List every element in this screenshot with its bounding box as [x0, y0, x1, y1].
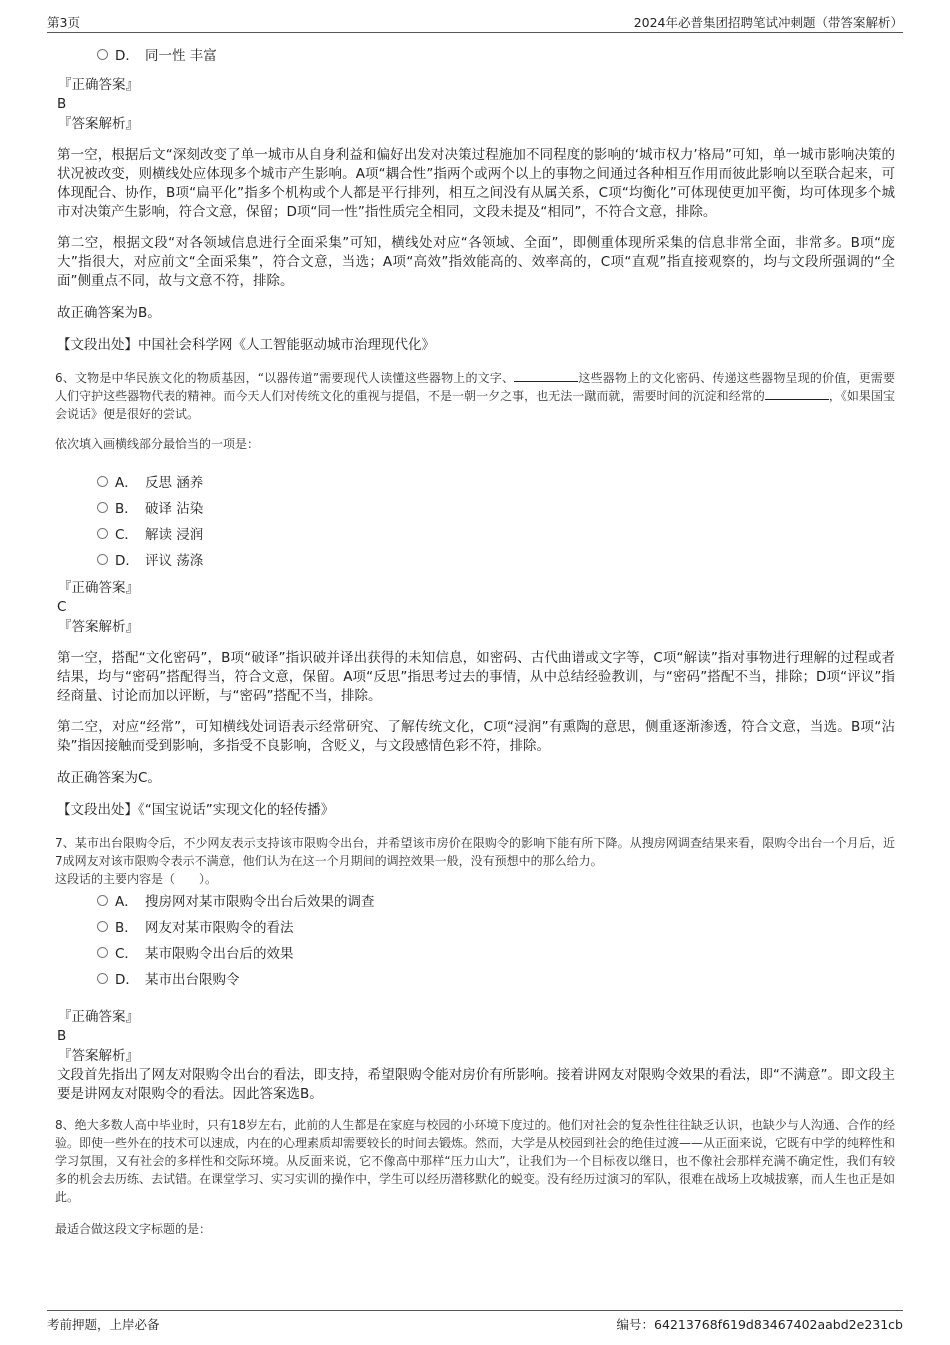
q6-answer: C [57, 599, 67, 615]
q6-analysis-p2: 第二空，对应“经常”，可知横线处词语表示经常研究、了解传统文化，C项“浸润”有熏陶的意思，侧重逐渐渗透，符合文意，当选。B项“沾染”指因接触而受到影响，多指受不良影响，含贬义，与文段感情色彩不符，排除。 [57, 719, 895, 754]
document-body [55, 44, 895, 1238]
q5-correct-tag: 『正确答案』 [58, 77, 139, 93]
radio-icon[interactable] [97, 973, 108, 984]
q6-blank-2 [765, 387, 829, 400]
q8-prompt: 最适合做这段文字标题的是： [55, 1222, 212, 1236]
q7-correct-tag: 『正确答案』 [58, 1009, 139, 1025]
q6-analysis-p3: 故正确答案为C。 [57, 770, 161, 786]
radio-icon[interactable] [97, 947, 108, 958]
q6-option-c[interactable]: C． 解读 浸润 [55, 523, 895, 549]
q7-options [55, 890, 895, 994]
page-header [47, 12, 903, 33]
q7-answer: B [57, 1028, 67, 1044]
q7-analysis-tag: 『答案解析』 [58, 1048, 139, 1064]
document-title: 2024年必普集团招聘笔试冲刺题（带答案解析） [633, 15, 903, 30]
q5-option-d[interactable]: D． 同一性 丰富 [55, 44, 895, 70]
q6-source: 【文段出处】《“国宝说话”实现文化的轻传播》 [57, 802, 335, 818]
q7-stem: 7、某市出台限购令后，不少网友表示支持该市限购令出台，并希望该市房价在限购令的影响下能有所下降。从搜房网调查结果来看，限购令出台一个月后，近7成网友对该市限购令表示不满意，他们认为在这一个月期间的调控效果一般，没有预想中的那么给力。 [55, 836, 895, 868]
q7-prompt: 这段话的主要内容是（ ）。 [55, 872, 218, 886]
radio-icon[interactable] [97, 502, 108, 513]
q6-options [55, 471, 895, 575]
q7-option-d[interactable]: D． 某市出台限购令 [55, 968, 895, 994]
footer-slogan: 考前押题，上岸必备 [47, 1317, 160, 1332]
q5-analysis-p3: 故正确答案为B。 [57, 305, 161, 321]
q5-analysis-p2: 第二空，根据文段“对各领域信息进行全面采集”可知，横线处对应“各领域、全面”，即侧重体现所采集的信息非常全面，非常多。B项“庞大”指很大，对应前文“全面采集”，符合文意，当选；A项“高效”指效能高的、效率高的，C项“直观”指直接观察的，均与文段所强调的“全面”侧重点不同，故与文意不符，排除。 [57, 235, 895, 289]
radio-icon[interactable] [97, 476, 108, 487]
q7-option-b[interactable]: B． 网友对某市限购令的看法 [55, 916, 895, 942]
radio-icon[interactable] [97, 528, 108, 539]
q6-option-d[interactable]: D． 评议 荡涤 [55, 549, 895, 575]
q6-prompt: 依次填入画横线部分最恰当的一项是： [55, 437, 260, 451]
q5-source: 【文段出处】中国社会科学网《人工智能驱动城市治理现代化》 [57, 337, 435, 353]
q6-option-a[interactable]: A． 反思 涵养 [55, 471, 895, 497]
radio-icon[interactable] [97, 49, 108, 60]
q8-stem: 8、绝大多数人高中毕业时，只有18岁左右，此前的人生都是在家庭与校园的小环境下度过的。他们对社会的复杂性往往缺乏认识，也缺少与人沟通、合作的经验。即使一些外在的技术可以速成，内在的心理素质却需要较长的时间去锻炼。然而，大学是从校园到社会的绝佳过渡——从正面来说，它既有中学的纯粹性和学习氛围，又有社会的多样性和交际环境。从反面来说，它不像高中那样“压力山大”，让我们为一个目标夜以继日，也不像社会那样充满不确定性，我们有较多的机会去历练、去试错。在课堂学习、实习实训的操作中，学生可以经历潜移默化的蜕变。没有经历过演习的军队，很难在战场上攻城拔寨，而人生也正是如此。 [55, 1118, 896, 1204]
q6-correct-tag: 『正确答案』 [58, 580, 139, 596]
q5-analysis-tag: 『答案解析』 [58, 116, 139, 132]
q5-answer: B [57, 96, 67, 112]
q6-analysis-p1: 第一空，搭配“文化密码”，B项“破译”指识破并译出获得的未知信息，如密码、古代曲谱或文字等，C项“解读”指对事物进行理解的过程或者结果，均与“密码”搭配得当，符合文意，保留。A项“反思”指思考过去的事情，从中总结经验教训，与“密码”搭配不当，排除；D项“评议”指经商量、讨论而加以评断，与“密码”搭配不当，排除。 [57, 650, 895, 704]
q5-analysis-p1: 第一空，根据后文“深刻改变了单一城市从自身利益和偏好出发对决策过程施加不同程度的影响的‘城市权力’格局”可知，单一城市影响决策的状况被改变，则横线处应体现多个城市产生影响。A项“耦合性”指两个或两个以上的事物之间通过各种相互作用而彼此影响以至联合起来，可体现配合、协作，B项“扁平化”指多个机构或个人都是平行排列，相互之间没有从属关系，C项“均衡化”可体现使更加平衡，均可体现多个城市对决策产生影响，符合文意，保留；D项“同一性”指性质完全相同，文段未提及“相同”，不符合文意，排除。 [57, 147, 895, 220]
document-id: 编号：64213768f619d83467402aabd2e231cb [616, 1317, 903, 1332]
radio-icon[interactable] [97, 554, 108, 565]
q7-analysis-p1: 文段首先指出了网友对限购令出台的看法，即支持，希望限购令能对房价有所影响。接着讲网友对限购令效果的看法，即“不满意”。即文段主要是讲网友对限购令的看法。因此答案选B。 [57, 1067, 895, 1102]
q7-option-c[interactable]: C． 某市限购令出台后的效果 [55, 942, 895, 968]
q6-analysis-tag: 『答案解析』 [58, 619, 139, 635]
radio-icon[interactable] [97, 895, 108, 906]
page-footer [47, 1310, 903, 1331]
radio-icon[interactable] [97, 921, 108, 932]
q7-option-a[interactable]: A． 搜房网对某市限购令出台后效果的调查 [55, 890, 895, 916]
page-number: 第3页 [47, 15, 80, 30]
q6-blank-1 [514, 369, 578, 382]
q6-option-b[interactable]: B． 破译 沾染 [55, 497, 895, 523]
q6-stem: 6、文物是中华民族文化的物质基因，“以器传道”需要现代人读懂这些器物上的文字、 这些器物上的文化密码、传递这些器物呈现的价值，更需要人们守护这些器物代表的精神。而今天人们对传统文化的重视与提倡，不是一朝一夕之事，也无法一蹴而就，需要时间的沉淀和经常的 ，《如果国宝会说话》便是很好的尝试。 [55, 371, 895, 421]
